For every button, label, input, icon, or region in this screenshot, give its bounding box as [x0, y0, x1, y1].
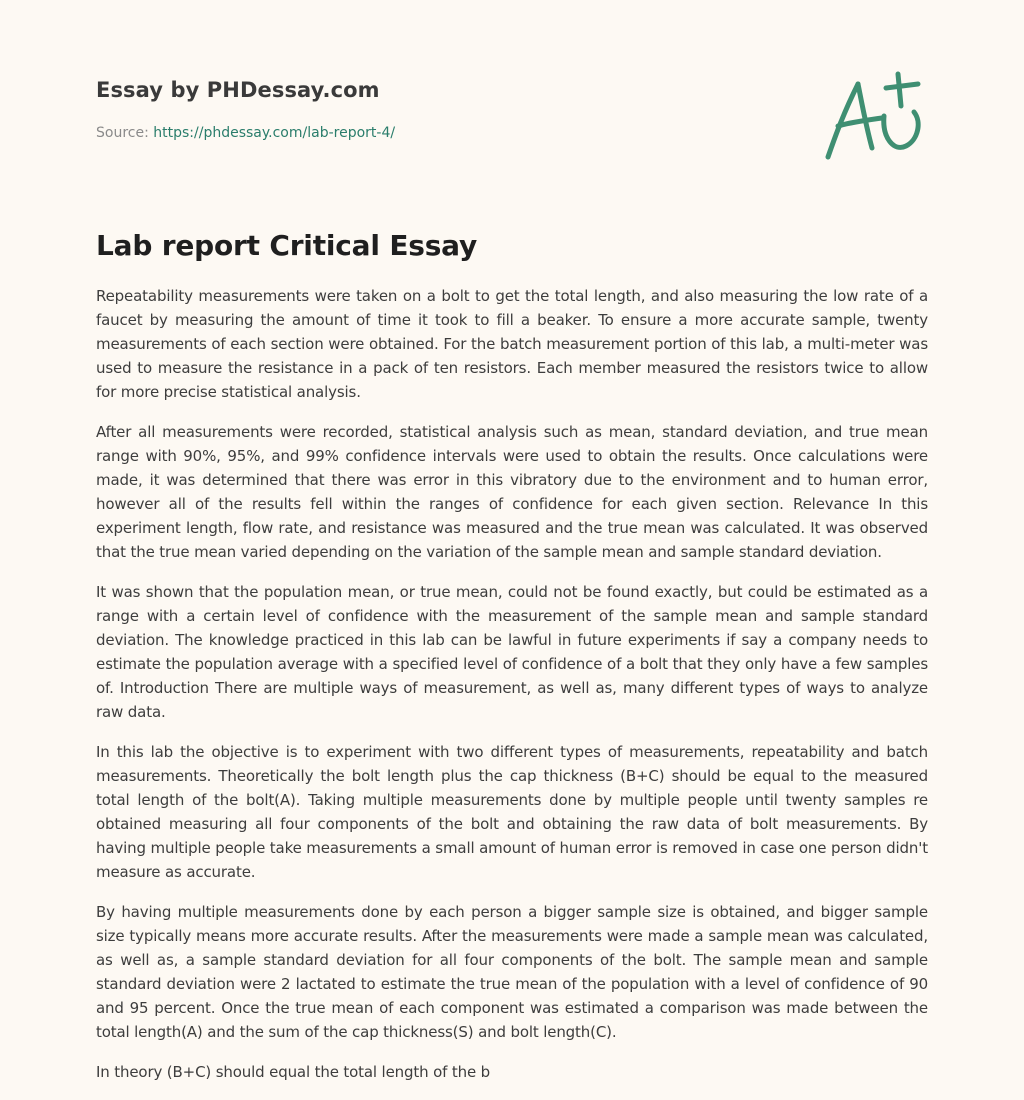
- article-body: [96, 284, 928, 1100]
- article-paragraph: After all measurements were recorded, statistical analysis such as mean, standard deviation, and true mean range with 90%, 95%, and 99% confidence intervals were used to obtain the results. Once calculations were made, it was determined that there was error in this vibratory due to the environment and to human error, however all of the results fell within the ranges of confidence for each given section. Relevance In this experiment length, flow rate, and resistance was measured and the true mean was calculated. It was observed that the true mean varied depending on the variation of the sample mean and sample standard deviation.: [96, 423, 928, 561]
- source-link[interactable]: https://phdessay.com/lab-report-4/: [153, 125, 396, 141]
- article-paragraph: Repeatability measurements were taken on a bolt to get the total length, and also measuring the low rate of a faucet by measuring the amount of time it took to fill a beaker. To ensure a more accurate sample, twenty measurements of each section were obtained. For the batch measurement portion of this lab, a multi-meter was used to measure the resistance in a pack of ten resistors. Each member measured the resistors twice to allow for more precise statistical analysis.: [96, 287, 928, 401]
- source-line: [96, 123, 395, 143]
- article-paragraph: In theory (B+C) should equal the total length of the b: [96, 1063, 491, 1081]
- a-plus-logo-icon: [822, 68, 928, 164]
- article-title: Lab report Critical Essay: [96, 229, 478, 262]
- article-paragraph: By having multiple measurements done by each person a bigger sample size is obtained, and bigger sample size typically means more accurate results. After the measurements were made a sample mean was calculated, as well as, a sample standard deviation for all four components of the bolt. The sample mean and sample standard deviation were 2 lactated to estimate the true mean of the population with a level of confidence of 90 and 95 percent. Once the true mean of each component was estimated a comparison was made between the total length(A) and the sum of the cap thickness(S) and bolt length(C).: [96, 903, 928, 1041]
- source-label: Source:: [96, 125, 149, 141]
- article-paragraph: It was shown that the population mean, or true mean, could not be found exactly, but could be estimated as a range with a certain level of confidence with the measurement of the sample mean and sample standard deviation. The knowledge practiced in this lab can be lawful in future experiments if say a company needs to estimate the population average with a specified level of confidence of a bolt that they only have a few samples of. Introduction There are multiple ways of measurement, as well as, many different types of ways to analyze raw data.: [96, 583, 928, 721]
- article-paragraph: In this lab the objective is to experiment with two different types of measurements, repeatability and batch measurements. Theoretically the bolt length plus the cap thickness (B+C) should be equal to the measured total length of the bolt(A). Taking multiple measurements done by multiple people until twenty samples re obtained measuring all four components of the bolt and obtaining the raw data of bolt measurements. By having multiple people take measurements a small amount of human error is removed in case one person didn't measure as accurate.: [96, 743, 928, 881]
- site-brand: Essay by PHDessay.com: [96, 78, 380, 102]
- page-header: [96, 76, 928, 176]
